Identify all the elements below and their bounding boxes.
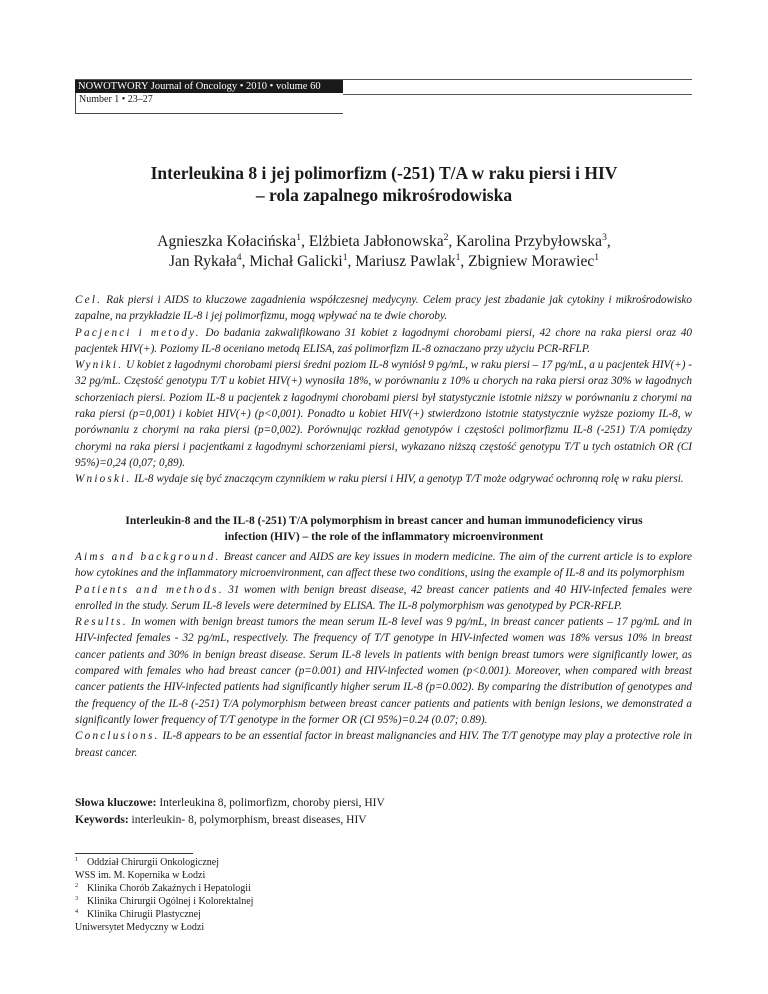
author-separator: ,	[460, 253, 469, 270]
title-line-1: Interleukina 8 i jej polimorfizm (-251) T/A w raku piersi i HIV	[150, 163, 618, 183]
footnote-text: Klinika Chirugii Plastycznej	[87, 909, 201, 920]
keywords-en-label: Keywords:	[75, 813, 129, 826]
author-name: Mariusz Pawlak	[355, 253, 456, 270]
author-list	[90, 232, 678, 272]
title-line-2: – rola zapalnego mikrośrodowiska	[255, 185, 513, 205]
author-name: Elżbieta Jabłonowska	[308, 233, 444, 250]
abstract-pl	[75, 292, 692, 488]
footnote: $^2$ Klinika Chorób Zakaźnych i Hepatologii	[75, 881, 251, 894]
section-label: Results.	[75, 616, 128, 629]
author-affiliation: 3	[602, 231, 607, 243]
title-en-line-2: infection (HIV) – the role of the inflammatory microenvironment	[224, 531, 544, 543]
article-title-pl	[100, 162, 668, 206]
section-text: Do badania zakwalifikowano 31 kobiet z łagodnymi chorobami piersi, 42 chore na raka piersi oraz 40 pacjentek HIV(+). Poziomy IL-8 oceniano metodą ELISA, zaś polimorfizm IL-8 oznaczano przy użyciu PCR-RFLP.	[75, 326, 693, 355]
footnote-text: Oddział Chirurgii Onkologicznej	[87, 857, 220, 868]
abstract-pl-results	[75, 357, 692, 471]
footnote: $^3$ Klinika Chirurgii Ogólnej i Kolorektalnej	[75, 894, 254, 907]
journal-header	[75, 80, 343, 114]
section-text: In women with benign breast tumors the mean serum IL-8 level was 9 pg/mL, in breast cancer patients – 17 pg/mL and in HIV-infected females - 32 pg/mL, respectively. The frequency of T/T genotype in HIV-infected women was 18% versus 10% in breast cancer patients and 30% in benign breast disease. Serum IL-8 levels in patients with benign breast tumors were significantly lower, as compared with females who had breast cancer (p=0.001) and HIV-infected women (p<0.001). Moreover, when compared with breast cancer patients the HIV-infected patients had significantly higher serum IL-8 (p=0.002). By comparing the distribution of genotypes and the frequency of the IL-8 (-251) T/A polymorphism between breast cancer patients and patients with benign lesions, we demonstrated a significantly lower frequency of T/T genotype in the former OR (CI 95%)=0.24 (0.07; 0.89).	[75, 616, 693, 726]
keywords-block	[75, 795, 692, 828]
abstract-en-methods	[75, 582, 692, 615]
abstract-pl-conclusions	[75, 471, 692, 487]
footnote-text: Uniwersytet Medyczny w Łodzi	[75, 922, 205, 933]
author-affiliation: 1	[455, 251, 461, 263]
author-name: Karolina Przybyłowska	[456, 233, 603, 250]
section-text: IL-8 wydaje się być znaczącym czynnikiem w raku piersi i HIV, a genotyp T/T może odgrywać ochronną rolę w raku piersi.	[134, 473, 684, 486]
keywords-pl	[75, 795, 692, 812]
footnotes	[75, 856, 475, 934]
abstract-pl-aim	[75, 292, 692, 325]
header-rule-right	[343, 94, 692, 95]
article-title-en	[90, 513, 678, 545]
abstract-en	[75, 549, 692, 761]
title-en-line-1: Interleukin-8 and the IL-8 (-251) T/A polymorphism in breast cancer and human immunodeficiency virus	[125, 515, 643, 527]
keywords-en-text: interleukin- 8, polymorphism, breast diseases, HIV	[131, 813, 367, 826]
abstract-en-aims	[75, 549, 692, 582]
footnote: $^4$ Klinika Chirugii Plastycznej	[75, 907, 201, 920]
section-label: Conclusions.	[75, 730, 160, 743]
author-affiliation: 2	[443, 231, 449, 243]
authors-line-1	[90, 232, 678, 252]
keywords-en	[75, 812, 692, 829]
section-text: Breast cancer and AIDS are key issues in modern medicine. The aim of the current article is to explore how cytokines and the inflammatory microenvironment, can affect these two conditions, using the example of IL-8 and its polymorphism	[75, 551, 692, 580]
abstract-en-results	[75, 614, 692, 728]
author-separator: ,	[448, 233, 457, 250]
keywords-pl-text: Interleukina 8, polimorfizm, choroby piersi, HIV	[159, 797, 385, 809]
section-text: U kobiet z łagodnymi chorobami piersi średni poziom IL-8 wyniósł 9 pg/mL, w raku piersi – 17 pg/mL, a u pacjentek HIV(+) - 32 pg/mL. Częstość genotypu T/T u kobiet HIV(+) wynosiła 18%, w porównaniu z 10% u chorych na raka piersi oraz 30% w łagodnych schorzeniach piersi. Poziom IL-8 u pacjentek z łagodnymi chorobami piersi był statystycznie istotnie niższy w porównaniu z chorymi na raka piersi (p=0,001) i kobiet HIV(+) (p<0,001). Ponadto u kobiet HIV(+) stwierdzono istotnie statystycznie wyższe poziomy IL-8, w porównaniu z chorymi na raka piersi (p=0,002). Porównując rozkład genotypów i częstości polimorfizmu IL-8 (-251) T/A pomiędzy chorymi na raka piersi i pacjentkami z łagodnymi schorzeniami piersi, wykazano niższą częstość genotypu T/T u tych ostatnich OR (CI 95%)=0,24 (0,07; 0,89).	[75, 359, 692, 469]
journal-name: NOWOTWORY Journal of Oncology • 2010 • volume 60	[75, 80, 343, 93]
author-affiliation: 1	[296, 231, 302, 243]
footnote-text: Klinika Chirurgii Ogólnej i Kolorektalnej	[87, 896, 254, 907]
author-separator: ,	[241, 253, 250, 270]
author-name: Agnieszka Kołacińska	[157, 233, 297, 250]
footnote	[75, 921, 475, 934]
abstract-en-conclusions	[75, 728, 692, 761]
section-label: Pacjenci i metody.	[75, 326, 201, 339]
section-text: 31 women with benign breast disease, 42 breast cancer patients and 40 HIV-infected females were enrolled in the study. Serum IL-8 levels were determined by ELISA. The IL-8 polymorphism was genotyped by PCR-RFLP.	[75, 583, 693, 612]
author-name: Michał Galicki	[249, 253, 343, 270]
section-label: Patients and methods.	[75, 583, 224, 596]
section-text: IL-8 appears to be an essential factor in breast malignancies and HIV. The T/T genotype may play a protective role in breast cancer.	[75, 730, 693, 759]
footnote	[75, 869, 475, 882]
footnote-text: WSS im. M. Kopernika w Łodzi	[75, 870, 206, 881]
footnote-text: Klinika Chorób Zakaźnych i Hepatologii	[87, 883, 251, 894]
section-text: Rak piersi i AIDS to kluczowe zagadnienia współczesnej medycyny. Celem pracy jest zbadanie jak cytokiny i mikrośrodowisko zapalne, na przykładzie IL-8 i jej polimorfizmu, mogą wpływać na te dwie choroby.	[75, 294, 692, 323]
author-name: Jan Rykała	[168, 253, 237, 270]
author-separator: ,	[606, 233, 611, 250]
author-separator: ,	[301, 233, 309, 250]
section-label: Wnioski.	[75, 473, 132, 486]
footnote: $^1$ Oddział Chirurgii Onkologicznej	[75, 855, 220, 868]
authors-line-2	[90, 252, 678, 272]
section-label: Cel.	[75, 294, 103, 306]
author-name: Zbigniew Morawiec	[468, 253, 595, 270]
footnote-rule	[75, 853, 193, 854]
abstract-pl-methods	[75, 325, 692, 358]
section-label: Wyniki.	[75, 359, 124, 372]
journal-issue: Number 1 • 23–27	[75, 93, 343, 114]
author-affiliation: 4	[236, 251, 242, 263]
section-label: Aims and background.	[75, 551, 221, 563]
author-affiliation: 1	[342, 251, 348, 263]
author-affiliation: 1	[594, 251, 600, 263]
author-separator: ,	[347, 253, 356, 270]
keywords-pl-label: Słowa kluczowe:	[75, 797, 157, 809]
